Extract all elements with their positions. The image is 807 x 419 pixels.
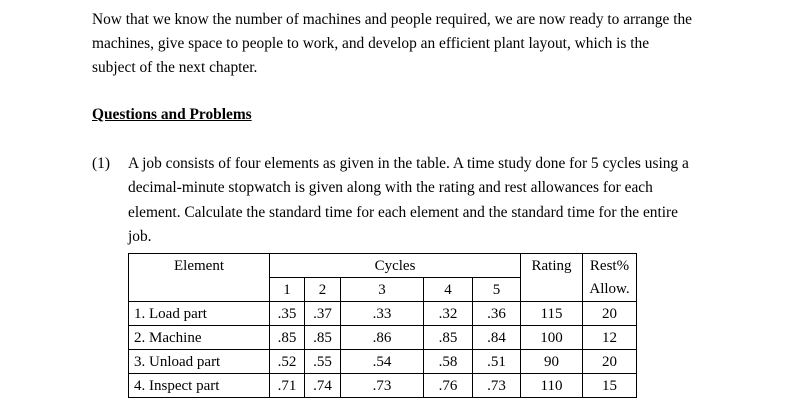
cycle-number: 4 — [424, 278, 473, 302]
rating-value: 115 — [521, 302, 583, 326]
header-rest: Rest% — [583, 254, 637, 278]
header-rating-blank — [521, 278, 583, 302]
row-element: 2. Machine — [129, 326, 270, 350]
cycle-number: 5 — [473, 278, 521, 302]
question-line: job. — [128, 227, 152, 245]
question-line: element. Calculate the standard time for each element and the standard time for the entire — [128, 203, 678, 221]
table-header-row — [129, 254, 637, 278]
cycle-value: .52 — [270, 350, 305, 374]
cycle-value: .51 — [473, 350, 521, 374]
table-row — [129, 350, 637, 374]
cycle-value: .73 — [473, 374, 521, 398]
rating-value: 100 — [521, 326, 583, 350]
rest-value: 12 — [583, 326, 637, 350]
rest-value: 15 — [583, 374, 637, 398]
row-element: 1. Load part — [129, 302, 270, 326]
header-rest-allow: Allow. — [583, 278, 637, 302]
cycle-value: .35 — [270, 302, 305, 326]
cycle-value: .85 — [305, 326, 341, 350]
cycle-number: 1 — [270, 278, 305, 302]
header-cycles: Cycles — [270, 254, 521, 278]
section-heading: Questions and Problems — [92, 106, 252, 123]
question-text — [128, 152, 728, 249]
header-element-blank — [129, 278, 270, 302]
intro-line: subject of the next chapter. — [92, 59, 258, 76]
table-row — [129, 302, 637, 326]
rest-value: 20 — [583, 302, 637, 326]
question-line: decimal-minute stopwatch is given along with the rating and rest allowances for each — [128, 179, 653, 197]
intro-paragraph — [92, 8, 732, 80]
question-line: A job consists of four elements as given in the table. A time study done for 5 cycles using a — [128, 155, 689, 172]
intro-line: Now that we know the number of machines and people required, we are now ready to arrange the — [92, 11, 693, 28]
header-element: Element — [129, 254, 270, 278]
cycle-number: 2 — [305, 278, 341, 302]
cycle-value: .73 — [341, 374, 424, 398]
cycle-value: .86 — [341, 326, 424, 350]
row-element: 4. Inspect part — [129, 374, 270, 398]
time-study-table — [128, 253, 637, 398]
cycle-value: .76 — [424, 374, 473, 398]
intro-line: machines, give space to people to work, and develop an efficient plant layout, which is the — [92, 35, 650, 52]
cycle-value: .85 — [270, 326, 305, 350]
table-row — [129, 326, 637, 350]
cycle-value: .55 — [305, 350, 341, 374]
cycle-value: .85 — [424, 326, 473, 350]
cycle-value: .74 — [305, 374, 341, 398]
row-element: 3. Unload part — [129, 350, 270, 374]
cycle-value: .37 — [305, 302, 341, 326]
table-subheader-row — [129, 278, 637, 302]
cycle-value: .84 — [473, 326, 521, 350]
cycle-value: .54 — [341, 350, 424, 374]
cycle-value: .58 — [424, 350, 473, 374]
cycle-value: .32 — [424, 302, 473, 326]
rest-value: 20 — [583, 350, 637, 374]
cycle-value: .36 — [473, 302, 521, 326]
cycle-value: .33 — [341, 302, 424, 326]
table-row — [129, 374, 637, 398]
header-rating: Rating — [521, 254, 583, 278]
rating-value: 90 — [521, 350, 583, 374]
cycle-value: .71 — [270, 374, 305, 398]
cycle-number: 3 — [341, 278, 424, 302]
rating-value: 110 — [521, 374, 583, 398]
question-number: (1) — [92, 155, 110, 172]
